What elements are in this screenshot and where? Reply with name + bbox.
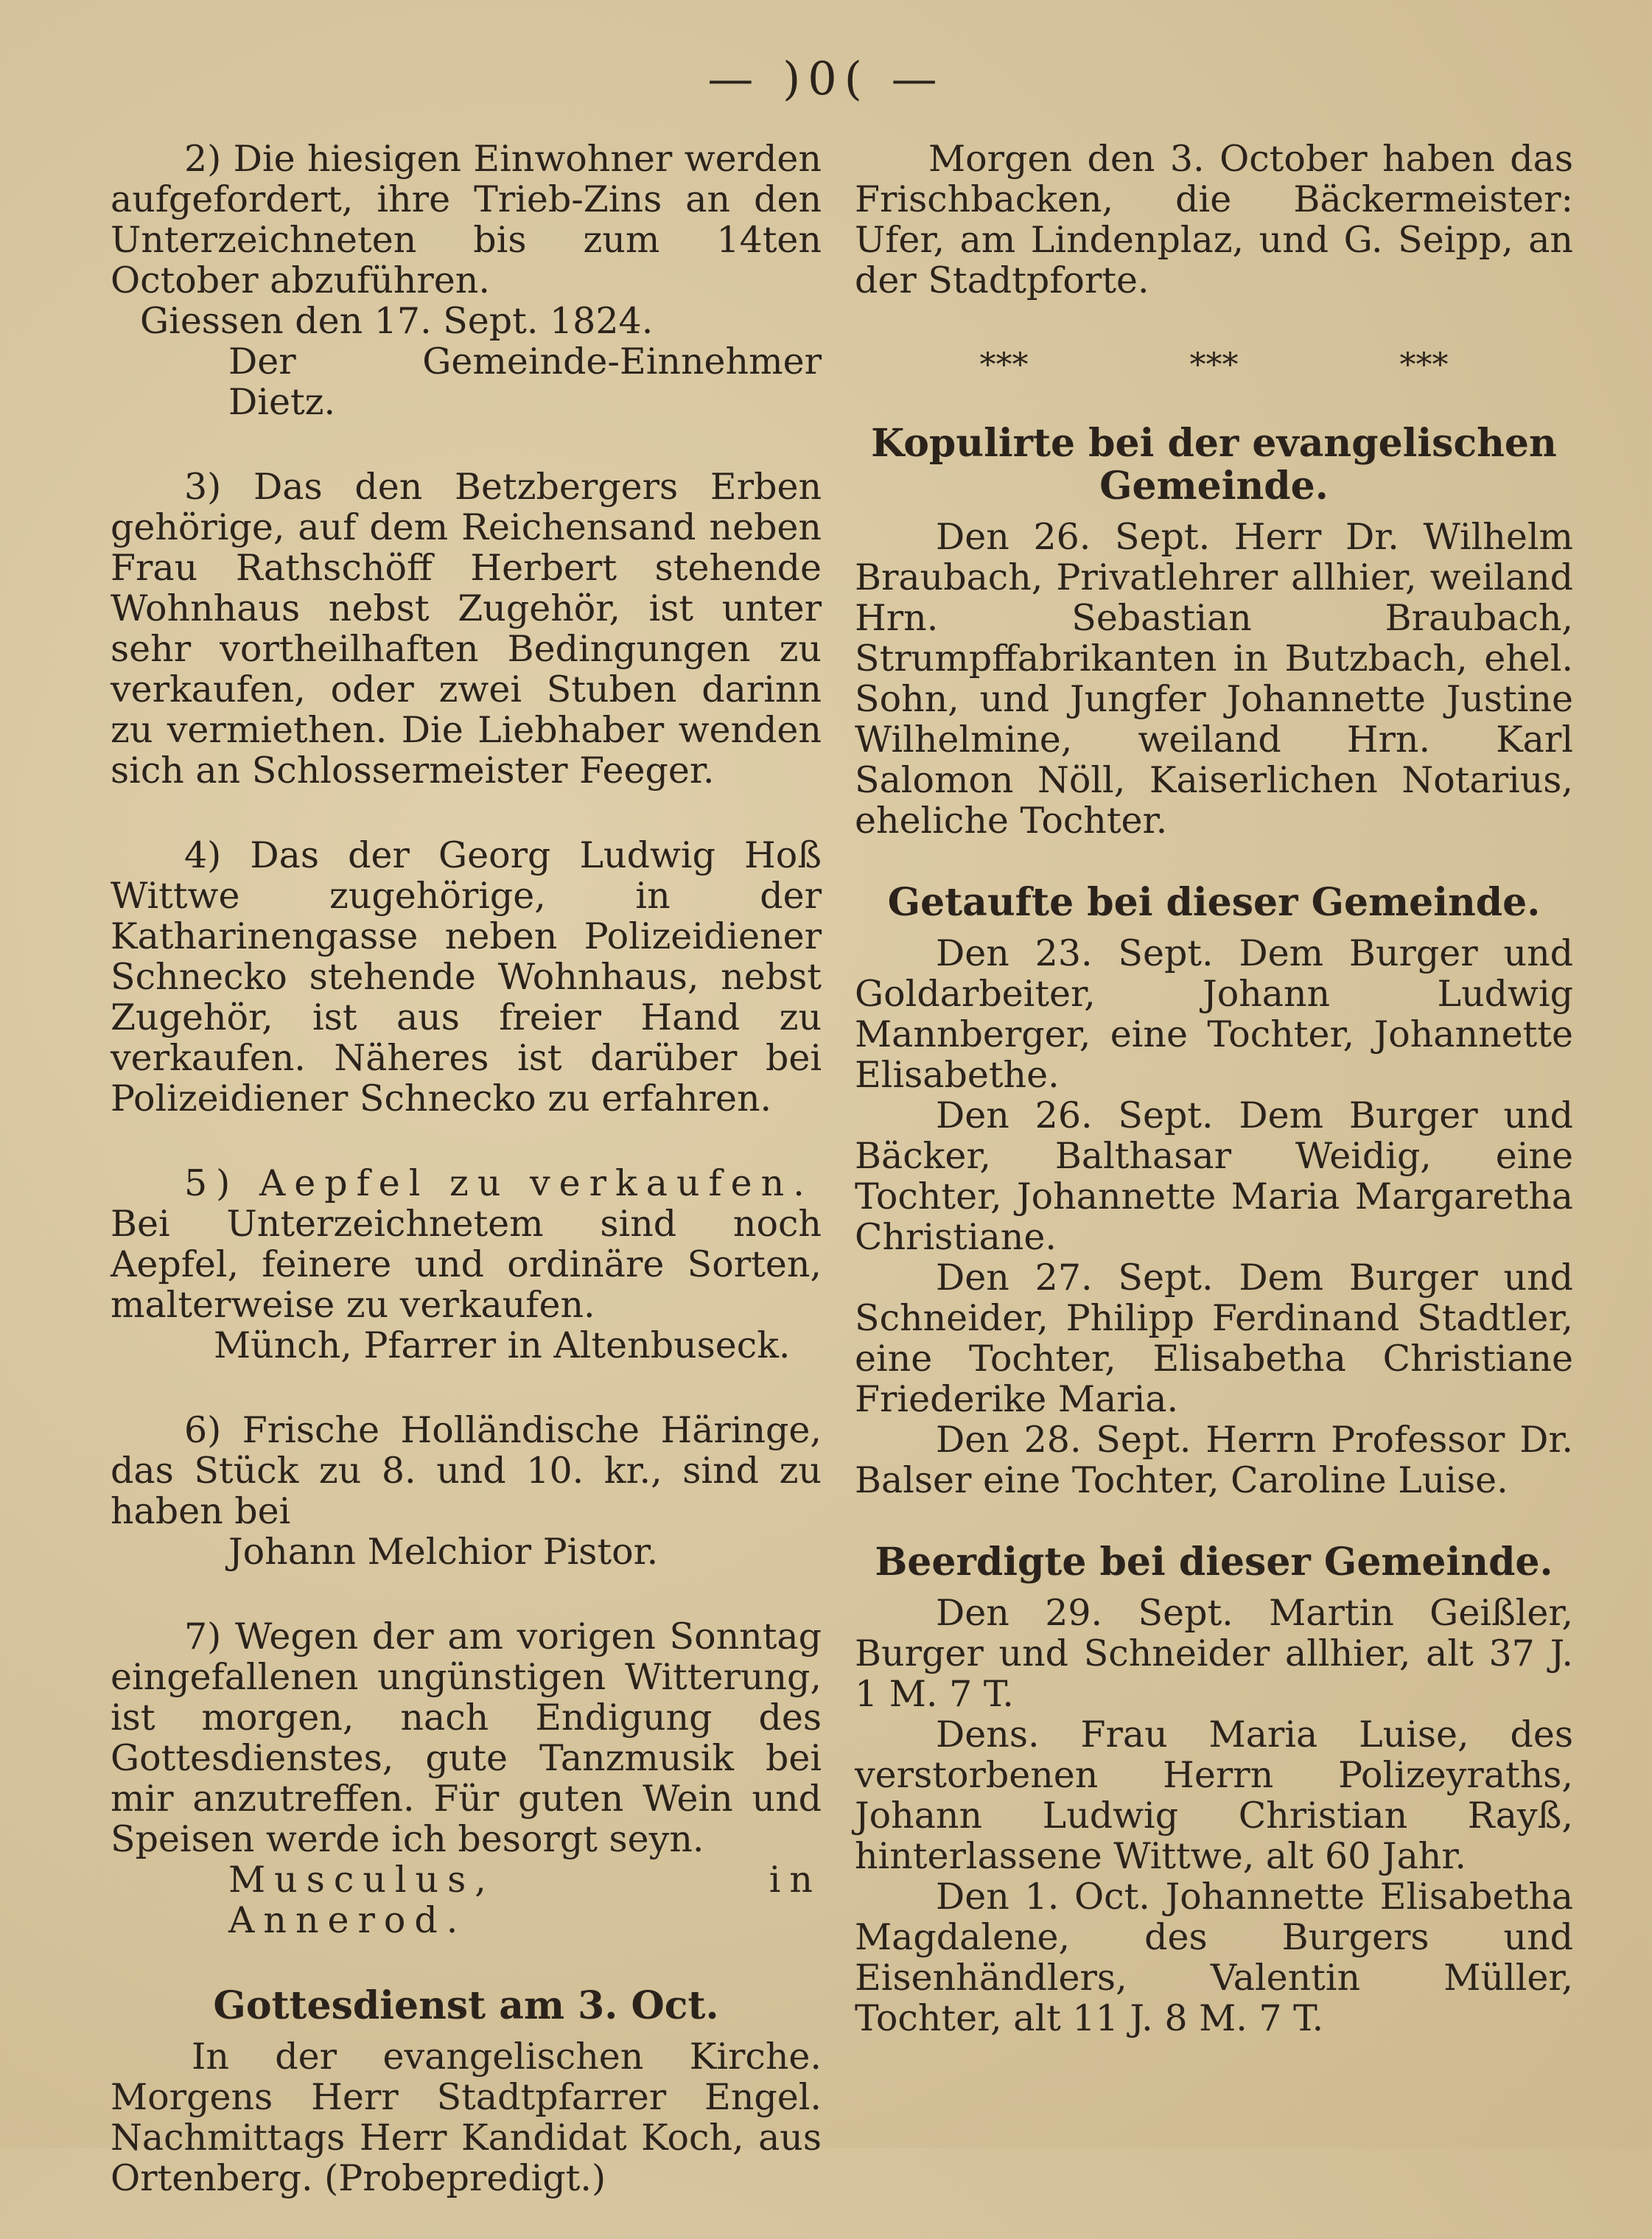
divider-stars: *** <box>1189 346 1239 384</box>
notice-5 <box>111 1163 822 1366</box>
notice-7-text: 7) Wegen der am vorigen Sonntag eingefallenen ungünstigen Witterung, ist morgen, nach Endigung des Gottesdienstes, gute Tanzmusik bei mir anzutreffen. Für guten Wein und Speisen werde ich besorgt seyn. <box>111 1615 822 1860</box>
buried-entry: Den 1. Oct. Johannette Elisabetha Magdalene, des Burgers und Eisenhändlers, Valentin Müller, Tochter, alt 11 J. 8 M. 7 T. <box>855 1876 1573 2039</box>
buried-section <box>855 1541 1573 2039</box>
church-service <box>111 1985 822 2198</box>
notice-2 <box>111 139 822 422</box>
page-number: — )0( — <box>707 52 945 105</box>
divider-stars: *** <box>1399 346 1449 384</box>
married-entry: Den 26. Sept. Herr Dr. Wilhelm Braubach, Privatlehrer allhier, weiland Hrn. Sebastian Braubach, Strumpffabrikanten in Butzbach, ehel. Sohn, und Jungfer Johannette Justine Wilhelmine, weiland Hrn. Karl Salomon Nöll, Kaiserlichen Notarius, eheliche Tochter. <box>855 516 1573 842</box>
baptized-heading: Getaufte bei dieser Gemeinde. <box>887 880 1541 925</box>
notice-7 <box>111 1616 822 1941</box>
notice-6 <box>111 1410 822 1572</box>
notice-2-signature: Der Gemeinde-Einnehmer Dietz. <box>228 340 822 423</box>
buried-entry: Den 29. Sept. Martin Geißler, Burger und Schneider allhier, alt 37 J. 1 M. 7 T. <box>855 1592 1573 1715</box>
notice-3: 3) Das den Betzbergers Erben gehörige, auf dem Reichensand neben Frau Rathschöff Herbert stehende Wohnhaus nebst Zugehör, ist unter sehr vortheilhaften Bedingungen zu verkaufen, oder zwei Stuben darinn zu vermiethen. Die Liebhaber wenden sich an Schlossermeister Feeger. <box>111 466 822 792</box>
baptized-entry: Den 28. Sept. Herrn Professor Dr. Balser eine Tochter, Caroline Luise. <box>855 1419 1573 1501</box>
left-column <box>111 139 822 2239</box>
baptized-entry: Den 23. Sept. Dem Burger und Goldarbeiter, Johann Ludwig Mannberger, eine Tochter, Johannette Elisabethe. <box>855 932 1573 1096</box>
notice-7-signature: Musculus, in Annerod. <box>228 1859 822 1941</box>
notice-5-signature: Münch, Pfarrer in Altenbuseck. <box>214 1324 791 1366</box>
notice-4: 4) Das der Georg Ludwig Hoß Wittwe zugehörige, in der Katharinengasse neben Polizeidiener Schnecko stehende Wohnhaus, nebst Zugehör, ist aus freier Hand zu verkaufen. Näheres ist darüber bei Polizeidiener Schnecko zu erfahren. <box>111 834 822 1120</box>
bakers-notice: Morgen den 3. October haben das Frischbacken, die Bäckermeister: Ufer, am Lindenplaz, und G. Seipp, an der Stadtpforte. <box>855 138 1573 301</box>
notice-2-text: 2) Die hiesigen Einwohner werden aufgefordert, ihre Trieb-Zins an den Unterzeichneten bis zum 14ten October abzuführen. <box>111 138 822 301</box>
married-heading: Kopulirte bei der evangelischen Gemeinde. <box>871 421 1557 509</box>
notice-5-title: 5) Aepfel zu verkaufen. <box>184 1162 813 1204</box>
baptized-section <box>855 881 1573 1501</box>
notice-2-place-date: Giessen den 17. Sept. 1824. <box>140 300 654 342</box>
notice-6-signature: Johann Melchior Pistor. <box>228 1531 659 1573</box>
church-service-heading: Gottesdienst am 3. Oct. <box>213 1983 719 2028</box>
buried-heading: Beerdigte bei dieser Gemeinde. <box>875 1540 1553 1585</box>
married-section <box>855 422 1573 841</box>
baptized-entry: Den 26. Sept. Dem Burger und Bäcker, Balthasar Weidig, eine Tochter, Johannette Maria Margaretha Christiane. <box>855 1094 1573 1258</box>
section-divider <box>899 345 1529 385</box>
right-column <box>855 139 1573 2079</box>
notice-6-text: 6) Frische Holländische Häringe, das Stück zu 8. und 10. kr., sind zu haben bei <box>111 1409 822 1532</box>
church-service-text: In der evangelischen Kirche. Morgens Herr Stadtpfarrer Engel. Nachmittags Herr Kandidat Koch, aus Ortenberg. (Probepredigt.) <box>111 2036 822 2199</box>
buried-entry: Dens. Frau Maria Luise, des verstorbenen Herrn Polizeyraths, Johann Ludwig Christian Rayß, hinterlassene Wittwe, alt 60 Jahr. <box>855 1714 1573 1877</box>
divider-stars: *** <box>979 346 1029 384</box>
notice-5-text: Bei Unterzeichnetem sind noch Aepfel, feinere und ordinäre Sorten, malterweise zu verkaufen. <box>111 1203 822 1326</box>
baptized-entry: Den 27. Sept. Dem Burger und Schneider, Philipp Ferdinand Stadtler, eine Tochter, Elisabetha Christiane Friederike Maria. <box>855 1257 1573 1420</box>
